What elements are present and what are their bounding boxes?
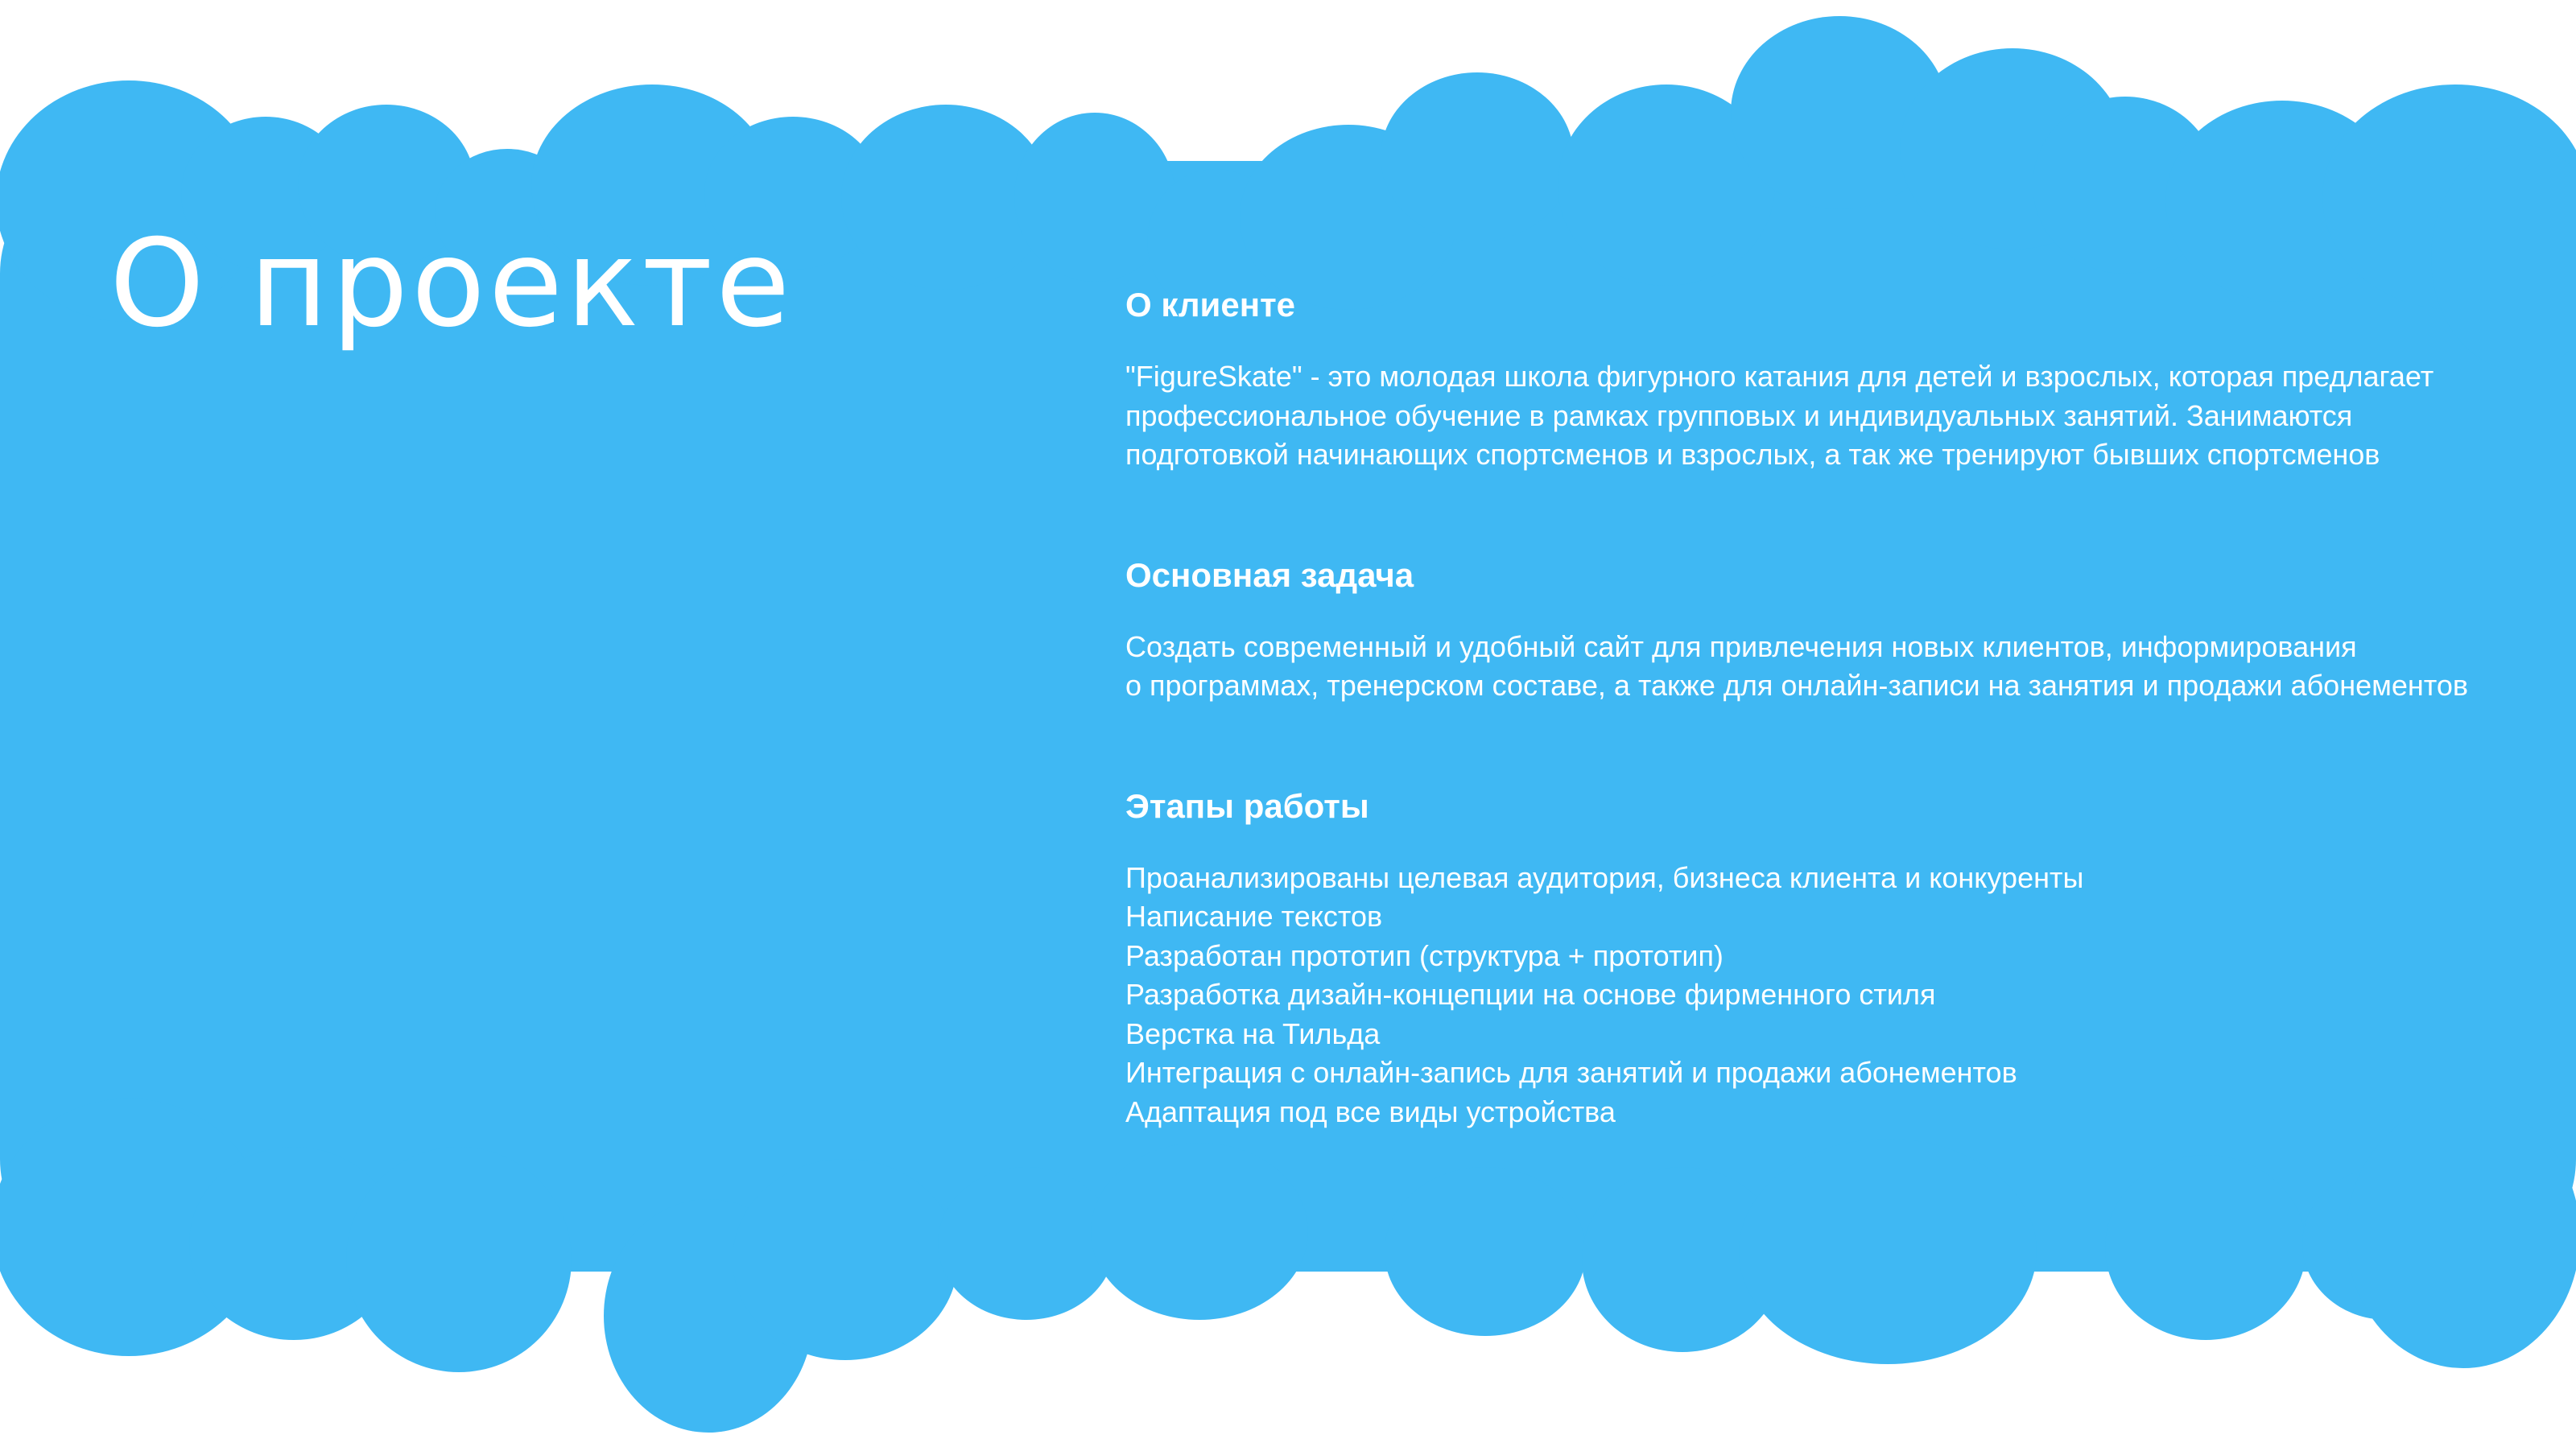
task-section <box>1125 552 2542 706</box>
stage-item: Разработка дизайн-концепции на основе фирменного стиля <box>1125 978 1936 1011</box>
task-line: о программах, тренерском составе, а также для онлайн-записи на занятия и продажи абонементов <box>1125 669 2468 702</box>
client-section <box>1125 282 2542 475</box>
client-description <box>1125 357 2542 475</box>
task-description <box>1125 628 2542 706</box>
stage-item: Интеграция с онлайн-запись для занятий и продажи абонементов <box>1125 1056 2017 1089</box>
client-heading: О клиенте <box>1125 286 1296 324</box>
stages-heading: Этапы работы <box>1125 786 1369 825</box>
client-line: подготовкой начинающих спортсменов и взрослых, а так же тренируют бывших спортсменов <box>1125 438 2380 471</box>
task-line: Создать современный и удобный сайт для привлечения новых клиентов, информирования <box>1125 629 2357 663</box>
stages-section <box>1125 783 2542 1132</box>
stage-item: Написание текстов <box>1125 900 1383 933</box>
client-line: "FigureSkate" - это молодая школа фигурного катания для детей и взрослых, которая предлагает <box>1125 360 2434 393</box>
stage-item: Адаптация под все виды устройства <box>1125 1095 1616 1128</box>
client-line: профессиональное обучение в рамках групповых и индивидуальных занятий. Занимаются <box>1125 398 2353 432</box>
task-heading: Основная задача <box>1125 555 1414 594</box>
stages-list <box>1125 859 2542 1132</box>
content-column <box>1125 282 2542 1132</box>
page-title: О проекте <box>109 214 794 354</box>
stage-item: Разработан прототип (структура + прототип) <box>1125 938 1724 972</box>
stage-item: Верстка на Тильда <box>1125 1016 1381 1050</box>
stage-item: Проанализированы целевая аудитория, бизнеса клиента и конкуренты <box>1125 860 2084 894</box>
